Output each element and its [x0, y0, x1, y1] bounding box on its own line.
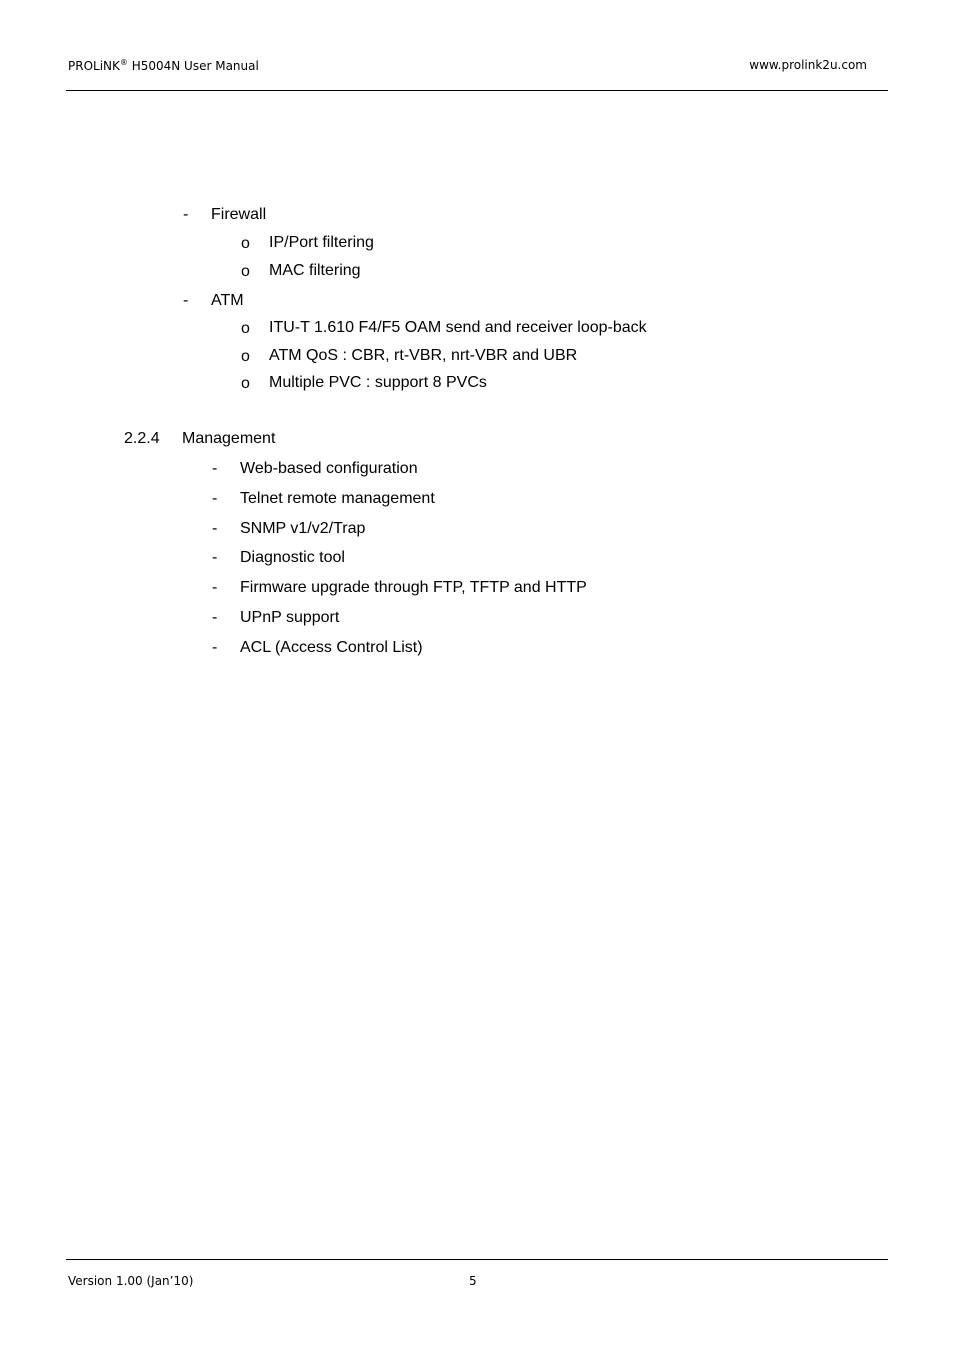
list-marker: -: [212, 639, 218, 656]
list-item-diagnostic: Diagnostic tool: [240, 549, 345, 566]
list-marker: -: [183, 206, 189, 223]
manual-title: H5004N User Manual: [127, 59, 259, 73]
header-website: www.prolink2u.com: [749, 58, 867, 72]
list-item-web-config: Web-based configuration: [240, 460, 418, 477]
list-item-upnp: UPnP support: [240, 609, 340, 626]
list-marker: o: [241, 348, 250, 365]
list-marker: -: [183, 292, 189, 309]
list-item-atm-qos: ATM QoS : CBR, rt-VBR, nrt-VBR and UBR: [269, 347, 578, 364]
list-item-atm: ATM: [211, 292, 244, 309]
list-item-mac-filtering: MAC filtering: [269, 262, 361, 279]
list-marker: -: [212, 520, 218, 537]
list-marker: o: [241, 375, 250, 392]
list-item-ip-port-filtering: IP/Port filtering: [269, 234, 374, 251]
section-number: 2.2.4: [124, 430, 160, 447]
list-item-firewall: Firewall: [211, 206, 267, 223]
header-title: [68, 58, 259, 73]
registered-mark: ®: [119, 58, 128, 67]
list-item-multiple-pvc: Multiple PVC : support 8 PVCs: [269, 374, 487, 391]
section-title: Management: [182, 430, 276, 447]
list-item-acl: ACL (Access Control List): [240, 639, 423, 656]
list-marker: -: [212, 460, 218, 477]
list-marker: o: [241, 235, 250, 252]
list-marker: -: [212, 579, 218, 596]
brand-name: PROLiNK: [68, 59, 120, 73]
list-marker: -: [212, 609, 218, 626]
list-item-snmp: SNMP v1/v2/Trap: [240, 520, 366, 537]
list-item-telnet: Telnet remote management: [240, 490, 435, 507]
header-divider: [66, 90, 888, 91]
list-marker: o: [241, 263, 250, 280]
list-marker: -: [212, 490, 218, 507]
list-item-firmware: Firmware upgrade through FTP, TFTP and HTTP: [240, 579, 587, 596]
list-marker: -: [212, 549, 218, 566]
footer-divider: [66, 1259, 888, 1260]
page-number: 5: [469, 1274, 477, 1288]
list-marker: o: [241, 320, 250, 337]
footer-version: Version 1.00 (Jan’10): [68, 1274, 194, 1288]
list-item-oam: ITU-T 1.610 F4/F5 OAM send and receiver loop-back: [269, 319, 647, 336]
